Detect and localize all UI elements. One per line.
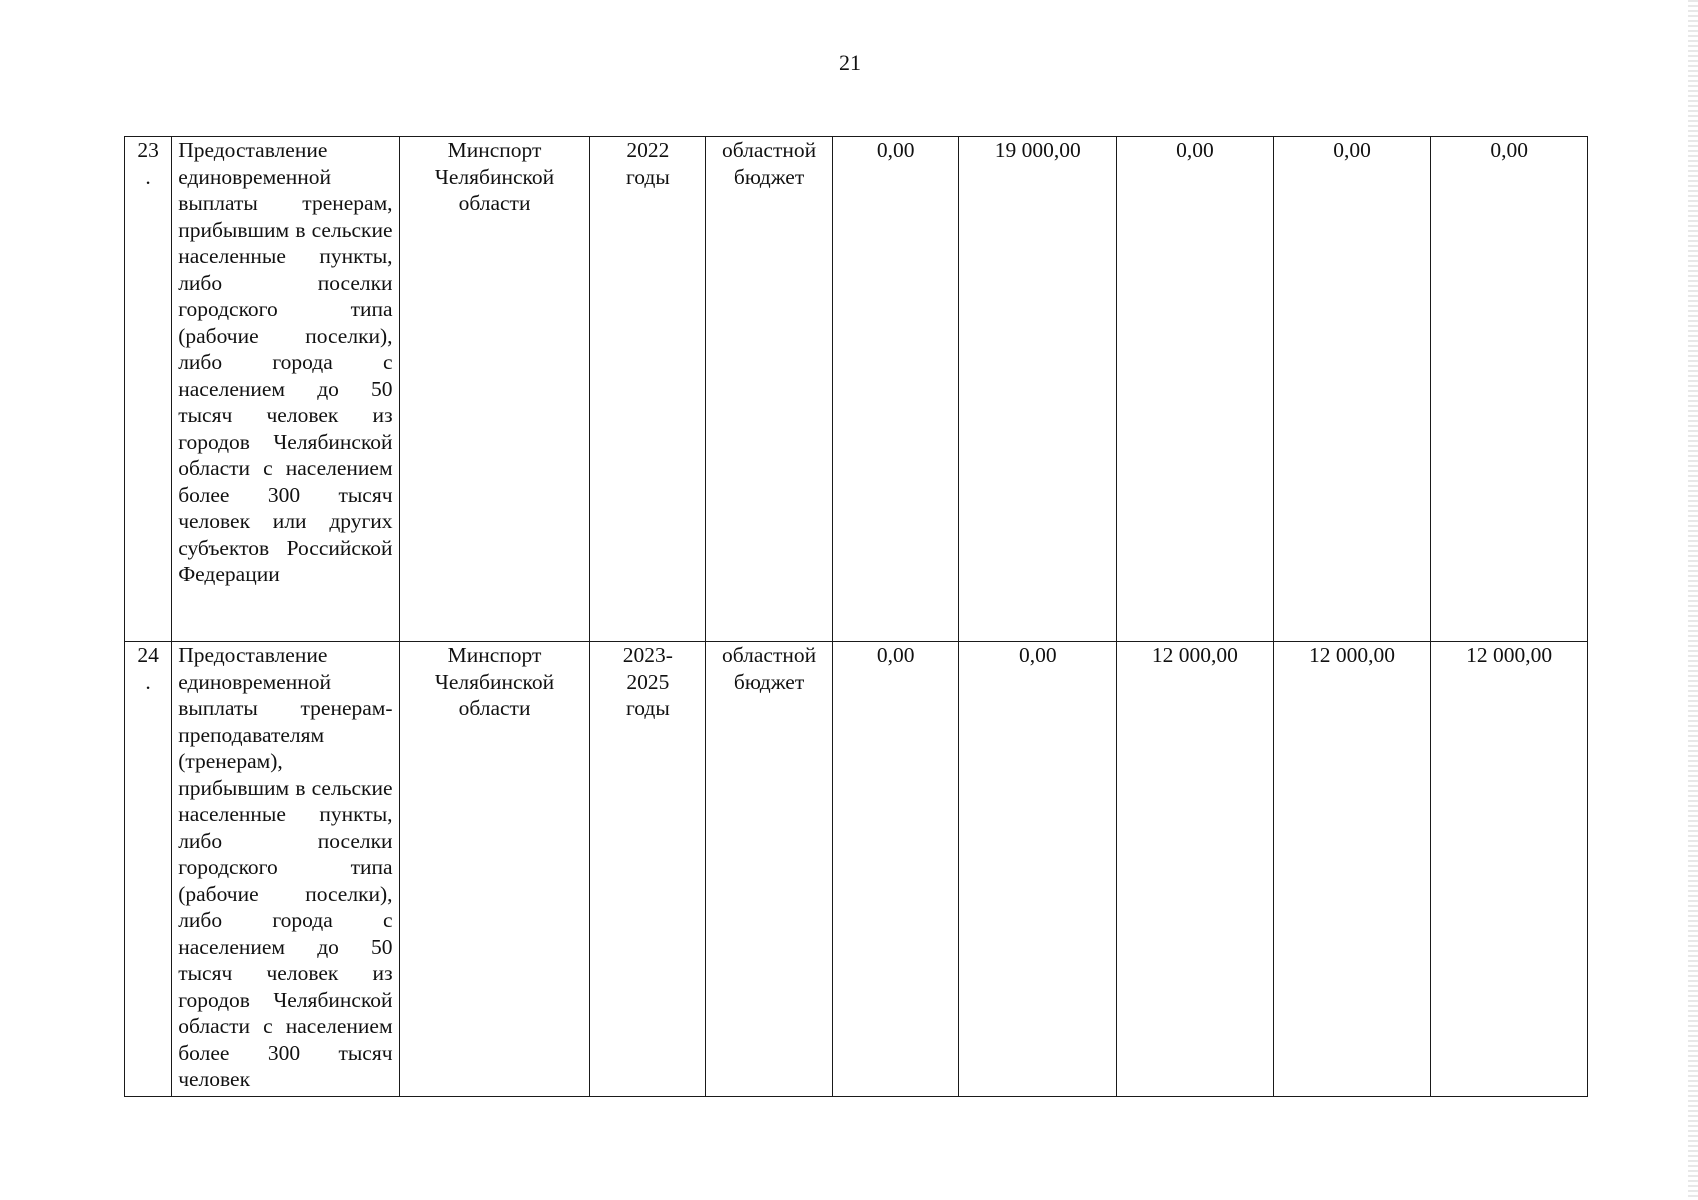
program-table xyxy=(124,136,1588,1097)
amount-3: 0,00 xyxy=(1117,137,1274,642)
amount-5: 12 000,00 xyxy=(1431,642,1588,1097)
page-number: 21 xyxy=(839,50,861,75)
amount-3: 12 000,00 xyxy=(1117,642,1274,1097)
years: 2023-2025 годы xyxy=(590,642,706,1097)
row-number: 24 . xyxy=(125,642,172,1097)
amount-4: 0,00 xyxy=(1273,137,1431,642)
executor: Минспорт Челябинской области xyxy=(399,137,590,642)
funding-source: областной бюджет xyxy=(706,137,833,642)
table-row xyxy=(125,642,1588,1097)
executor: Минспорт Челябинской области xyxy=(399,642,590,1097)
funding-source: областной бюджет xyxy=(706,642,833,1097)
measure-description: Предоставление единовременной выплаты тренерам, прибывшим в сельские населенные пункты, либо поселки городского типа (рабочие поселки), либо города с населением до 50 тысяч человек из городов Челябинской области с населением более 300 тысяч человек или других субъектов Российской Федерации xyxy=(172,137,399,642)
amount-5: 0,00 xyxy=(1431,137,1588,642)
table-row xyxy=(125,137,1588,642)
years: 2022 годы xyxy=(590,137,706,642)
amount-2: 0,00 xyxy=(959,642,1117,1097)
measure-description: Предоставление единовременной выплаты тренерам-преподавателям (тренерам), прибывшим в сельские населенные пункты, либо поселки городского типа (рабочие поселки), либо города с населением до 50 тысяч человек из городов Челябинской области с населением более 300 тысяч человек xyxy=(172,642,399,1097)
amount-4: 12 000,00 xyxy=(1273,642,1431,1097)
amount-1: 0,00 xyxy=(832,137,959,642)
row-number: 23 . xyxy=(125,137,172,642)
amount-2: 19 000,00 xyxy=(959,137,1117,642)
amount-1: 0,00 xyxy=(832,642,959,1097)
scan-edge-artifact xyxy=(1688,0,1698,1200)
